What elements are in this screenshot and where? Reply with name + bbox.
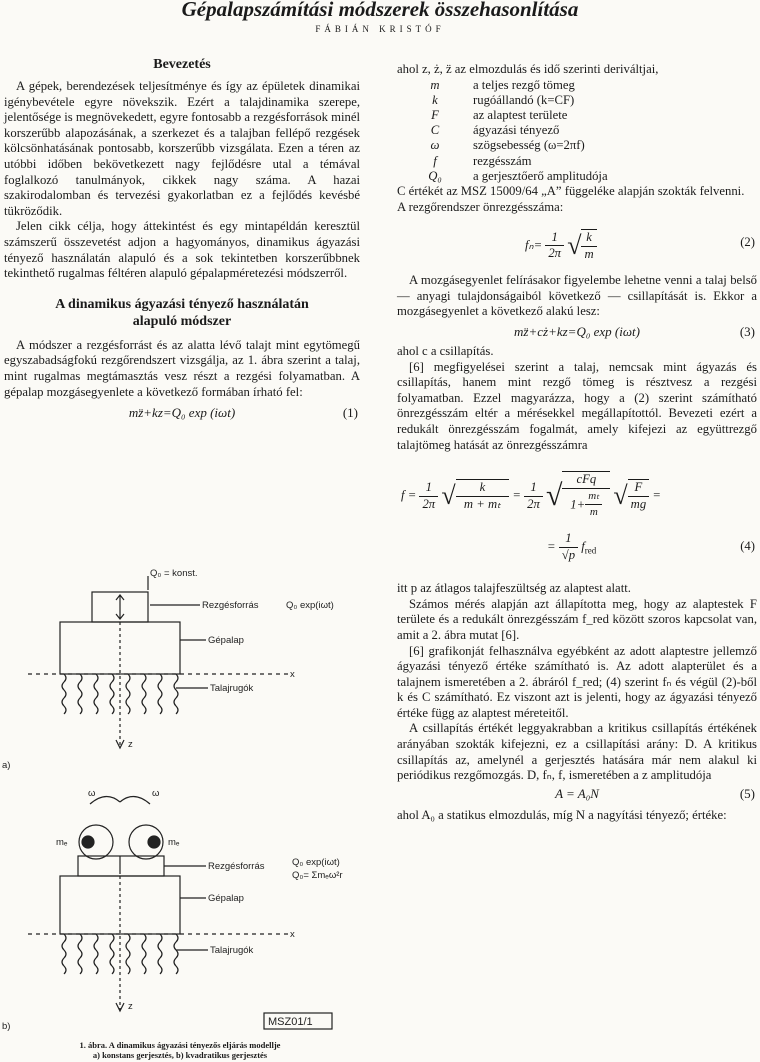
omega-arc-right-b (120, 796, 150, 804)
paragraph-c-value: C értékét az MSZ 15009/64 „A” függeléke alapján szokták felvenni. (397, 184, 745, 199)
equation-4-root3-bottom: mg (630, 497, 647, 512)
paragraph-natural-frequency: A rezgőrendszer önrezgésszáma: (397, 199, 564, 214)
equation-2-number: (2) (740, 235, 755, 250)
equation-4-root2-bottom-lead: 1+ (570, 497, 586, 512)
paragraph-damping-ratio: A csillapítás értékét leggyakrabban a kritikus csillapítás értékének arányában szokták kifejezni, ez a csillapítási arány: D. A kritikus csillapítás az, amelynél a gerjesztés hatására már nem alakul ki periódikus rezgőmozgás. D, fₙ, f, ismeretében a z amplitudója (397, 721, 757, 783)
eccentric-mass-right-b (148, 836, 160, 848)
equation-3-number: (3) (739, 323, 755, 339)
author: FÁBIÁN KRISTÓF (315, 24, 445, 34)
paragraph-itt-p: itt p az átlagos talajfeszültség az alaptest alatt. (397, 581, 631, 596)
section2-paragraph-1: A módszer a rezgésforrást és az alatta lévő talajt mint egytömegű egyszabadságfokú rezgőrendszert vizsgálja, az 1. ábra szerint a talaj, mint rugalmas megtámasztás vesz részt a rezgési folyamatban. A gépalap mozgásegyenlete a következő formában írható fel: (4, 337, 360, 399)
label-source-a: Rezgésforrás (202, 600, 259, 611)
variable-symbol: C (430, 123, 440, 138)
paragraph-last: ahol A₀ a statikus elmozdulás, míg N a nagyítási tényező; értéke: (397, 807, 727, 822)
paragraph-measurements: Számos mérés alapján azt állapította meg, hogy az alaptestek F területe és a redukált önrezgésszám f_red között szoros kapcsolat van, amit a 2. ábra mutat [6]. (397, 596, 757, 642)
equation-4-root3-frac (628, 479, 650, 512)
label-q0-konst: Q₀ = konst. (150, 568, 198, 579)
variable-row (397, 154, 757, 169)
equation-2-fraction (545, 230, 564, 262)
equation-3 (397, 324, 757, 344)
intro-paragraph-1: A gépek, berendezések teljesítménye és így az épületek dinamikai igénybevétele egyre növekszik. Ezért a talajdinamika szerepe, jelentősége is megnövekedett, egyre fontosabb a rezgésforrások minél korszerűbb alapozásának, a szerkezet és a talajban fellépő rezgések kölcsönhatásának pontosabb, korszerűbb vizsgálata. Ezen a téren az utóbbi időben bekövetkezett nagy fejlődésre utal a témával foglalkozó tanulmányok, cikkek nagy száma. A hazai szakirodalomban és tervezési gyakorlatban ez a fejlődés kevésbé tükröződik. (4, 79, 360, 218)
variable-row (397, 108, 757, 123)
left-column (4, 52, 360, 429)
eccentric-mass-left-b (82, 836, 94, 848)
equation-4b-top: 1 (559, 531, 578, 548)
variable-row (397, 138, 757, 153)
variable-list (397, 78, 757, 184)
equation-2-denominator: 2π (548, 246, 562, 261)
figure-1-caption-line2: a) konstans gerjesztés, b) kvadratikus gerjesztés (92, 1050, 268, 1060)
equation-4b-f: f (581, 539, 585, 554)
label-me-left-b: mₑ (56, 837, 68, 848)
figure-1-caption (30, 1040, 330, 1060)
section2-heading-line2: alapuló módszer (132, 313, 232, 329)
variable-symbol: Q₀ (428, 168, 442, 183)
equation-4-root1-bottom: m + mₜ (463, 497, 501, 512)
equation-4-frac2 (524, 480, 543, 512)
variable-description: ágyazási tényező (473, 123, 560, 138)
equation-1-number: (1) (342, 405, 358, 421)
equation-4-frac2-bottom: 2π (527, 496, 540, 511)
equation-5-number: (5) (739, 785, 755, 801)
equation-4b-frac (559, 531, 578, 563)
equation-4-root2-frac (562, 471, 610, 521)
variable-description: rezgésszám (473, 153, 532, 168)
equation-4-equals-2: = (652, 488, 661, 503)
equation-2-root-denominator: m (584, 246, 594, 261)
equation-2 (397, 221, 757, 269)
equation-4-root3: √ (613, 481, 628, 511)
intro-heading: Bevezetés (153, 57, 211, 72)
equation-1 (4, 405, 360, 425)
equation-4-root1-frac (456, 479, 510, 512)
equation-4-inner-frac (585, 489, 602, 521)
label-springs-a: Talajrugók (210, 683, 254, 694)
equation-4-root2-top: cFq (562, 472, 610, 489)
equation-4-frac2-top: 1 (524, 480, 543, 497)
equation-2-numerator: 1 (545, 230, 564, 247)
variable-row (397, 78, 757, 93)
equation-4-equals: = (512, 488, 521, 503)
equation-4-root1: √ (441, 481, 456, 511)
label-z-b: z (128, 1001, 133, 1012)
equation-4b-equals: = (547, 539, 556, 554)
paragraph-graph: [6] grafikonját felhasználva egyébként az adott alaptestre jellemző ágyazási tényező értéke számítható is. Az adott alapterület és a talajnem ismeretében a 2. ábráról f_red; (4) szerint fₙ és végül (2)-ből k és C számítható. Ez viszont azt is jelenti, hogy az ágyazási tényező értéke függ az alaptest méreteitől. (397, 643, 757, 720)
label-omega-left-b: ω (88, 788, 96, 799)
label-source-b: Rezgésforrás (208, 861, 265, 872)
equation-4-line1 (401, 471, 661, 521)
variable-description: a teljes rezgő tömeg (473, 77, 575, 92)
equation-4-frac1 (419, 480, 438, 512)
label-panel-b: b) (2, 1021, 11, 1032)
variable-description: rugóállandó (k=CF) (473, 92, 575, 107)
variable-symbol: ω (430, 138, 440, 153)
equation-4 (397, 465, 757, 581)
figure-1-caption-line1: 1. ábra. A dinamikus ágyazási tényezős eljárás modellje (79, 1040, 281, 1050)
variable-symbol: F (431, 108, 439, 122)
equation-4-line2 (547, 531, 596, 563)
equation-4-frac1-top: 1 (419, 480, 438, 497)
equation-4-frac1-bottom: 2π (422, 496, 436, 511)
equation-4-root3-top: F (628, 480, 650, 497)
equation-4-inner-top: mₜ (585, 489, 602, 506)
equation-4b-red: red (584, 545, 597, 556)
variable-description: szögsebesség (ω=2πf) (473, 138, 585, 153)
equation-4b-bottom: √p (561, 547, 576, 562)
label-base-a: Gépalap (208, 635, 244, 646)
equation-5 (397, 786, 757, 806)
equation-2-lhs: fₙ= (525, 238, 543, 252)
label-x-b: x (290, 929, 295, 940)
equation-4-root2: √ (546, 479, 563, 513)
paragraph-motion-damping: A mozgásegyenlet felírásakor figyelembe lehetne venni a talaj belső — anyagi tulajdonságaiból következő — csillapítását is. Ekkor a mozgásegyenlet a következő alakú lesz: (397, 273, 757, 319)
label-z-a: z (128, 739, 133, 750)
label-me-right-b: mₑ (168, 837, 180, 848)
label-source-eq2-b: Q₀= Σmₑω²r (292, 870, 343, 881)
equation-2-root-fraction (581, 229, 596, 262)
variable-symbol: f (433, 153, 437, 168)
paragraph-ref6: [6] megfigyelései szerint a talaj, nemcsak mint ágyazás és csillapítás, hanem mint rezgő tömeg is résztvesz a rezgési folyamatban. Ezzel magyarázza, hogy a (2) szerint számítható önrezgésszám eltér a mérésekkel megállapítottól. Bevezeti ezért a redukált önrezgésszám fogalmát, amely kifejezi az együttrezgő talajtömeg hatását az önrezgésszámra (397, 359, 757, 452)
equation-4-root2-bottom (562, 489, 610, 521)
variable-description: a gerjesztőerő amplitudója (473, 168, 608, 183)
equation-2-body (525, 229, 597, 262)
variable-description: az alaptest területe (473, 108, 568, 122)
label-springs-b: Talajrugók (210, 945, 254, 956)
equation-4-lhs: f = (401, 488, 417, 503)
label-omega-right-b: ω (152, 788, 160, 799)
variable-row (397, 123, 757, 138)
variable-row (397, 93, 757, 108)
equation-4-root1-top: k (456, 480, 510, 497)
variable-symbol: k (432, 92, 438, 107)
source-block-b (78, 856, 164, 876)
paragraph-where-c: ahol c a csillapítás. (397, 343, 494, 358)
equation-2-root-sign: √ (567, 231, 582, 260)
equation-4-inner-bottom: m (589, 506, 598, 519)
equation-5-body: A = A₀N (555, 785, 599, 801)
equation-1-body: mz̈+kz=Q₀ exp (iωt) (128, 405, 236, 421)
intro-paragraph-2: Jelen cikk célja, hogy áttekintést és egy mintapéldán keresztül számszerű összevetést adjon a hagyományos, dinamikus ágyazási tényező használatán alapuló és a sok tekintetben korszerűbbnek tekinthető rugalmas féltéren alapuló gépalapméretezési módszerről. (4, 219, 360, 281)
label-source-eq1-b: Q₀ exp(iωt) (292, 857, 340, 868)
figure-1-drawing (0, 562, 360, 1042)
equation-2-root-numerator: k (581, 230, 596, 247)
right-column (397, 62, 757, 823)
label-panel-a: a) (2, 760, 11, 771)
section2-heading (4, 296, 360, 330)
section2-heading-line1: A dinamikus ágyazási tényező használatán (55, 296, 309, 312)
figure-1 (0, 562, 360, 1062)
label-base-b: Gépalap (208, 893, 244, 904)
stamp-label: MSZ01/1 (268, 1016, 313, 1028)
variable-symbol: m (430, 77, 440, 92)
label-source-eq-a: Q₀ exp(iωt) (286, 600, 334, 611)
variables-lead: ahol z, ż, z̈ az elmozdulás és idő szerinti deriváltjai, (397, 62, 659, 76)
equation-4-number: (4) (740, 539, 755, 554)
label-x-a: x (290, 669, 295, 680)
variable-row (397, 169, 757, 184)
equation-3-body: mz̈+cż+kz=Q₀ exp (iωt) (514, 323, 640, 339)
article-title: Gépalapszámítási módszerek összehasonlítása (181, 0, 579, 21)
